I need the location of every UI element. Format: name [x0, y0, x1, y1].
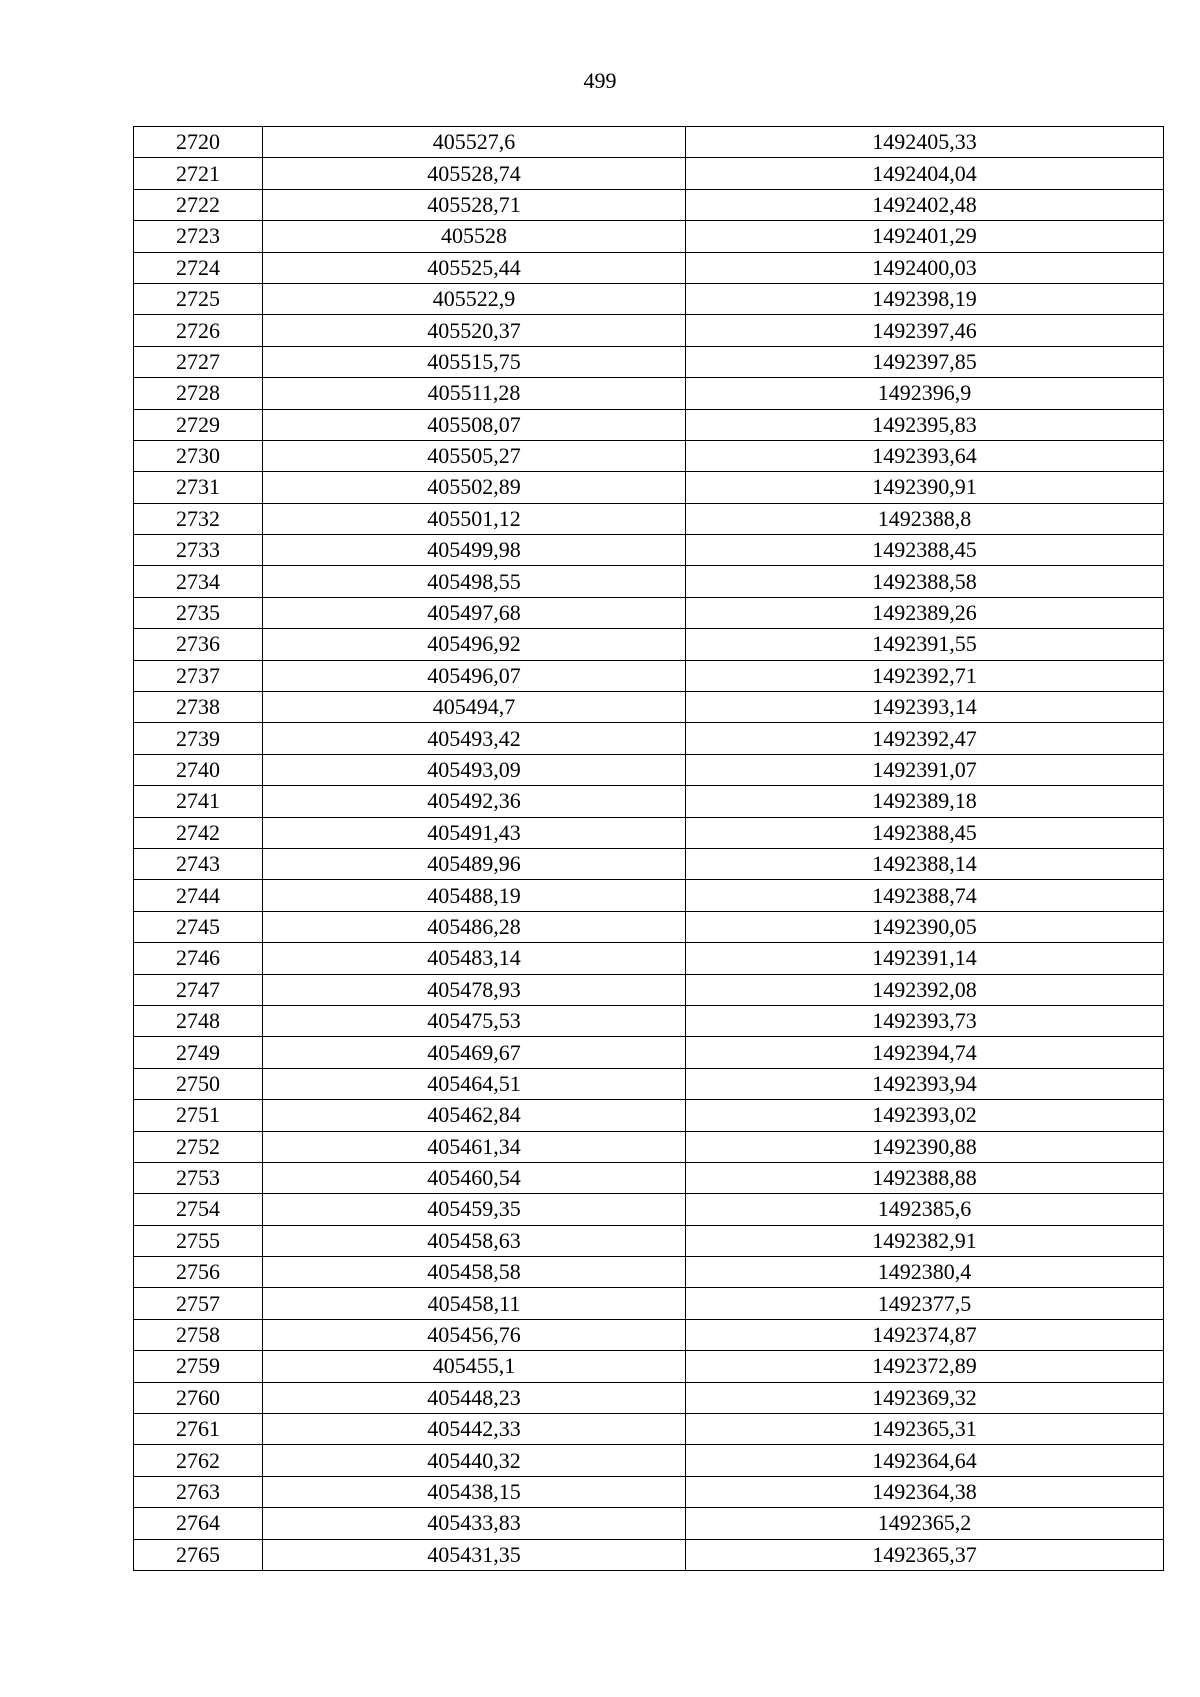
point-number-cell: 2738	[134, 692, 263, 723]
y-coordinate-cell: 1492364,64	[686, 1445, 1164, 1476]
x-coordinate-cell: 405511,28	[263, 378, 686, 409]
y-coordinate-cell: 1492364,38	[686, 1476, 1164, 1507]
table-row	[134, 1351, 1164, 1382]
y-coordinate-cell: 1492390,91	[686, 472, 1164, 503]
x-coordinate-cell: 405486,28	[263, 911, 686, 942]
x-coordinate-cell: 405459,35	[263, 1194, 686, 1225]
table-row	[134, 911, 1164, 942]
y-coordinate-cell: 1492397,46	[686, 315, 1164, 346]
x-coordinate-cell: 405527,6	[263, 127, 686, 158]
point-number-cell: 2762	[134, 1445, 263, 1476]
y-coordinate-cell: 1492389,26	[686, 597, 1164, 628]
y-coordinate-cell: 1492380,4	[686, 1257, 1164, 1288]
y-coordinate-cell: 1492393,94	[686, 1068, 1164, 1099]
y-coordinate-cell: 1492369,32	[686, 1382, 1164, 1413]
point-number-cell: 2739	[134, 723, 263, 754]
x-coordinate-cell: 405520,37	[263, 315, 686, 346]
point-number-cell: 2730	[134, 440, 263, 471]
point-number-cell: 2748	[134, 1005, 263, 1036]
x-coordinate-cell: 405461,34	[263, 1131, 686, 1162]
y-coordinate-cell: 1492394,74	[686, 1037, 1164, 1068]
table-row	[134, 1225, 1164, 1256]
x-coordinate-cell: 405460,54	[263, 1162, 686, 1193]
table-row	[134, 1068, 1164, 1099]
table-row	[134, 629, 1164, 660]
point-number-cell: 2734	[134, 566, 263, 597]
y-coordinate-cell: 1492365,31	[686, 1414, 1164, 1445]
table-row	[134, 1288, 1164, 1319]
table-row	[134, 1508, 1164, 1539]
y-coordinate-cell: 1492388,45	[686, 535, 1164, 566]
point-number-cell: 2731	[134, 472, 263, 503]
y-coordinate-cell: 1492393,14	[686, 692, 1164, 723]
page-number: 499	[583, 68, 617, 93]
y-coordinate-cell: 1492388,58	[686, 566, 1164, 597]
y-coordinate-cell: 1492377,5	[686, 1288, 1164, 1319]
point-number-cell: 2741	[134, 786, 263, 817]
table-row	[134, 943, 1164, 974]
y-coordinate-cell: 1492392,08	[686, 974, 1164, 1005]
x-coordinate-cell: 405508,07	[263, 409, 686, 440]
point-number-cell: 2765	[134, 1539, 263, 1570]
table-row	[134, 660, 1164, 691]
point-number-cell: 2760	[134, 1382, 263, 1413]
point-number-cell: 2727	[134, 346, 263, 377]
table-row	[134, 1382, 1164, 1413]
x-coordinate-cell: 405528	[263, 221, 686, 252]
y-coordinate-cell: 1492390,05	[686, 911, 1164, 942]
y-coordinate-cell: 1492404,04	[686, 158, 1164, 189]
y-coordinate-cell: 1492385,6	[686, 1194, 1164, 1225]
table-row	[134, 1319, 1164, 1350]
point-number-cell: 2758	[134, 1319, 263, 1350]
y-coordinate-cell: 1492390,88	[686, 1131, 1164, 1162]
y-coordinate-cell: 1492397,85	[686, 346, 1164, 377]
table-row	[134, 409, 1164, 440]
x-coordinate-cell: 405433,83	[263, 1508, 686, 1539]
point-number-cell: 2726	[134, 315, 263, 346]
point-number-cell: 2755	[134, 1225, 263, 1256]
y-coordinate-cell: 1492374,87	[686, 1319, 1164, 1350]
x-coordinate-cell: 405515,75	[263, 346, 686, 377]
table-row	[134, 1037, 1164, 1068]
table-row	[134, 1162, 1164, 1193]
table-row	[134, 535, 1164, 566]
point-number-cell: 2764	[134, 1508, 263, 1539]
y-coordinate-cell: 1492395,83	[686, 409, 1164, 440]
x-coordinate-cell: 405458,63	[263, 1225, 686, 1256]
x-coordinate-cell: 405502,89	[263, 472, 686, 503]
point-number-cell: 2759	[134, 1351, 263, 1382]
x-coordinate-cell: 405488,19	[263, 880, 686, 911]
point-number-cell: 2746	[134, 943, 263, 974]
table-row	[134, 315, 1164, 346]
table-row	[134, 880, 1164, 911]
point-number-cell: 2732	[134, 503, 263, 534]
point-number-cell: 2722	[134, 189, 263, 220]
x-coordinate-cell: 405478,93	[263, 974, 686, 1005]
point-number-cell: 2742	[134, 817, 263, 848]
table-row	[134, 378, 1164, 409]
table-row	[134, 158, 1164, 189]
table-row	[134, 754, 1164, 785]
point-number-cell: 2725	[134, 283, 263, 314]
table-row	[134, 1005, 1164, 1036]
point-number-cell: 2763	[134, 1476, 263, 1507]
coordinates-table-body	[134, 127, 1164, 1571]
table-row	[134, 786, 1164, 817]
y-coordinate-cell: 1492388,74	[686, 880, 1164, 911]
x-coordinate-cell: 405522,9	[263, 283, 686, 314]
point-number-cell: 2749	[134, 1037, 263, 1068]
x-coordinate-cell: 405464,51	[263, 1068, 686, 1099]
point-number-cell: 2744	[134, 880, 263, 911]
x-coordinate-cell: 405455,1	[263, 1351, 686, 1382]
point-number-cell: 2743	[134, 848, 263, 879]
table-row	[134, 189, 1164, 220]
y-coordinate-cell: 1492402,48	[686, 189, 1164, 220]
table-row	[134, 692, 1164, 723]
table-row	[134, 566, 1164, 597]
table-row	[134, 1414, 1164, 1445]
table-row	[134, 283, 1164, 314]
x-coordinate-cell: 405496,92	[263, 629, 686, 660]
table-row	[134, 503, 1164, 534]
x-coordinate-cell: 405458,58	[263, 1257, 686, 1288]
point-number-cell: 2720	[134, 127, 263, 158]
table-row	[134, 346, 1164, 377]
y-coordinate-cell: 1492391,07	[686, 754, 1164, 785]
table-row	[134, 817, 1164, 848]
y-coordinate-cell: 1492365,2	[686, 1508, 1164, 1539]
x-coordinate-cell: 405493,09	[263, 754, 686, 785]
table-row	[134, 848, 1164, 879]
x-coordinate-cell: 405431,35	[263, 1539, 686, 1570]
y-coordinate-cell: 1492382,91	[686, 1225, 1164, 1256]
x-coordinate-cell: 405528,71	[263, 189, 686, 220]
point-number-cell: 2736	[134, 629, 263, 660]
table-row	[134, 127, 1164, 158]
table-row	[134, 1257, 1164, 1288]
x-coordinate-cell: 405497,68	[263, 597, 686, 628]
x-coordinate-cell: 405489,96	[263, 848, 686, 879]
table-row	[134, 723, 1164, 754]
x-coordinate-cell: 405475,53	[263, 1005, 686, 1036]
x-coordinate-cell: 405442,33	[263, 1414, 686, 1445]
y-coordinate-cell: 1492388,88	[686, 1162, 1164, 1193]
coordinates-table	[133, 126, 1164, 1571]
x-coordinate-cell: 405456,76	[263, 1319, 686, 1350]
x-coordinate-cell: 405525,44	[263, 252, 686, 283]
x-coordinate-cell: 405492,36	[263, 786, 686, 817]
y-coordinate-cell: 1492391,14	[686, 943, 1164, 974]
y-coordinate-cell: 1492372,89	[686, 1351, 1164, 1382]
point-number-cell: 2752	[134, 1131, 263, 1162]
point-number-cell: 2729	[134, 409, 263, 440]
x-coordinate-cell: 405498,55	[263, 566, 686, 597]
y-coordinate-cell: 1492391,55	[686, 629, 1164, 660]
point-number-cell: 2740	[134, 754, 263, 785]
y-coordinate-cell: 1492396,9	[686, 378, 1164, 409]
point-number-cell: 2753	[134, 1162, 263, 1193]
x-coordinate-cell: 405440,32	[263, 1445, 686, 1476]
y-coordinate-cell: 1492388,8	[686, 503, 1164, 534]
y-coordinate-cell: 1492393,02	[686, 1100, 1164, 1131]
table-row	[134, 1445, 1164, 1476]
y-coordinate-cell: 1492393,64	[686, 440, 1164, 471]
y-coordinate-cell: 1492389,18	[686, 786, 1164, 817]
table-row	[134, 597, 1164, 628]
table-row	[134, 440, 1164, 471]
y-coordinate-cell: 1492405,33	[686, 127, 1164, 158]
x-coordinate-cell: 405496,07	[263, 660, 686, 691]
x-coordinate-cell: 405493,42	[263, 723, 686, 754]
point-number-cell: 2724	[134, 252, 263, 283]
point-number-cell: 2723	[134, 221, 263, 252]
point-number-cell: 2750	[134, 1068, 263, 1099]
y-coordinate-cell: 1492365,37	[686, 1539, 1164, 1570]
table-row	[134, 472, 1164, 503]
point-number-cell: 2756	[134, 1257, 263, 1288]
point-number-cell: 2728	[134, 378, 263, 409]
point-number-cell: 2761	[134, 1414, 263, 1445]
x-coordinate-cell: 405469,67	[263, 1037, 686, 1068]
y-coordinate-cell: 1492392,71	[686, 660, 1164, 691]
y-coordinate-cell: 1492393,73	[686, 1005, 1164, 1036]
table-row	[134, 974, 1164, 1005]
table-row	[134, 1476, 1164, 1507]
table-row	[134, 221, 1164, 252]
x-coordinate-cell: 405462,84	[263, 1100, 686, 1131]
table-row	[134, 1194, 1164, 1225]
table-row	[134, 252, 1164, 283]
y-coordinate-cell: 1492392,47	[686, 723, 1164, 754]
y-coordinate-cell: 1492400,03	[686, 252, 1164, 283]
y-coordinate-cell: 1492398,19	[686, 283, 1164, 314]
x-coordinate-cell: 405458,11	[263, 1288, 686, 1319]
table-row	[134, 1539, 1164, 1570]
point-number-cell: 2757	[134, 1288, 263, 1319]
x-coordinate-cell: 405483,14	[263, 943, 686, 974]
x-coordinate-cell: 405448,23	[263, 1382, 686, 1413]
point-number-cell: 2754	[134, 1194, 263, 1225]
table-row	[134, 1100, 1164, 1131]
y-coordinate-cell: 1492401,29	[686, 221, 1164, 252]
point-number-cell: 2735	[134, 597, 263, 628]
x-coordinate-cell: 405501,12	[263, 503, 686, 534]
point-number-cell: 2737	[134, 660, 263, 691]
x-coordinate-cell: 405505,27	[263, 440, 686, 471]
x-coordinate-cell: 405438,15	[263, 1476, 686, 1507]
point-number-cell: 2733	[134, 535, 263, 566]
point-number-cell: 2745	[134, 911, 263, 942]
x-coordinate-cell: 405491,43	[263, 817, 686, 848]
x-coordinate-cell: 405499,98	[263, 535, 686, 566]
y-coordinate-cell: 1492388,14	[686, 848, 1164, 879]
point-number-cell: 2721	[134, 158, 263, 189]
x-coordinate-cell: 405528,74	[263, 158, 686, 189]
point-number-cell: 2751	[134, 1100, 263, 1131]
table-row	[134, 1131, 1164, 1162]
point-number-cell: 2747	[134, 974, 263, 1005]
x-coordinate-cell: 405494,7	[263, 692, 686, 723]
y-coordinate-cell: 1492388,45	[686, 817, 1164, 848]
